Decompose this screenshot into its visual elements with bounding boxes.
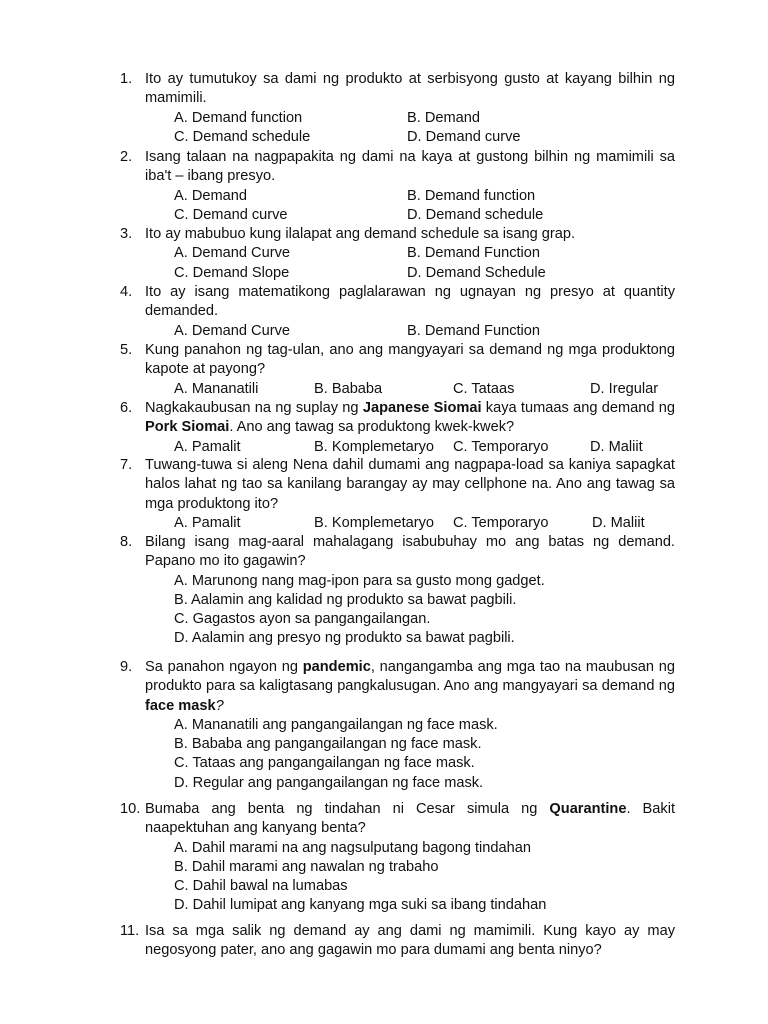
question-number: 4. — [120, 284, 133, 300]
question-number: 5. — [120, 342, 133, 358]
question-text: Bumaba ang benta ng tindahan ni Cesar simula ng Quarantine. Bakit naapektuhan ang kanyang benta? — [145, 801, 675, 837]
choices — [174, 839, 675, 916]
emphasis-pandemic: pandemic — [302, 659, 371, 675]
question-text: Nagkakaubusan na ng suplay ng Japanese Siomai kaya tumaas ang demand ng Pork Siomai. Ano ang tawag sa produktong kwek-kwek? — [145, 400, 675, 436]
choice-c[interactable]: C. Demand schedule — [174, 128, 311, 145]
question-number: 3. — [120, 226, 133, 242]
question-text: Kung panahon ng tag-ulan, ano ang mangyayari sa demand ng mga produktong kapote at payong? — [145, 342, 675, 378]
choices — [174, 109, 675, 148]
question-4 — [120, 283, 675, 341]
choice-b[interactable]: B. Aalamin ang kalidad ng produkto sa bawat pagbili. — [174, 591, 517, 608]
choice-c[interactable]: C. Demand Slope — [174, 264, 290, 281]
choices — [174, 514, 675, 533]
choice-a[interactable]: A. Demand function — [174, 109, 303, 126]
question-number: 7. — [120, 457, 133, 473]
choice-b[interactable]: B. Dahil marami ang nawalan ng trabaho — [174, 858, 439, 875]
choice-d[interactable]: D. Dahil lumipat ang kanyang mga suki sa ibang tindahan — [174, 897, 547, 914]
choice-b[interactable]: B. Demand Function — [407, 245, 541, 262]
choices — [174, 244, 675, 283]
question-number: 1. — [120, 71, 133, 87]
question-5 — [120, 341, 675, 399]
question-text: Isa sa mga salik ng demand ay ang dami ng mamimili. Kung kayo ay may negosyong pater, ano ang gagawin mo para dumami ang benta ninyo? — [145, 923, 675, 959]
question-9 — [120, 658, 675, 793]
choice-c[interactable]: C. Tataas ang pangangailangan ng face mask. — [174, 755, 475, 772]
choices — [174, 380, 675, 399]
emphasis-pork-siomai: Pork Siomai — [145, 419, 230, 436]
choice-d[interactable]: D. Demand curve — [407, 128, 521, 145]
choice-a[interactable]: A. Marunong nang mag-ipon para sa gusto mong gadget. — [174, 572, 545, 589]
choice-b[interactable]: B. Demand function — [407, 187, 536, 204]
question-1 — [120, 70, 675, 147]
choice-d[interactable]: D. Maliit — [592, 514, 645, 531]
choice-d[interactable]: D. Aalamin ang presyo ng produkto sa bawat pagbili. — [174, 630, 515, 647]
choice-b[interactable]: B. Bababa — [314, 380, 383, 397]
question-text: Ito ay tumutukoy sa dami ng produkto at serbisyong gusto at kayang bilhin ng mamimili. — [145, 71, 675, 107]
choice-d[interactable]: D. Regular ang pangangailangan ng face mask. — [174, 774, 484, 791]
question-6 — [120, 399, 675, 457]
choice-c[interactable]: C. Dahil bawal na lumabas — [174, 878, 348, 895]
choice-a[interactable]: A. Demand Curve — [174, 322, 290, 339]
choice-d[interactable]: D. Demand schedule — [407, 206, 544, 223]
choices — [174, 572, 675, 649]
choice-b[interactable]: B. Bababa ang pangangailangan ng face mask. — [174, 736, 482, 753]
choice-a[interactable]: A. Demand Curve — [174, 245, 290, 262]
choice-b[interactable]: B. Demand Function — [407, 322, 541, 339]
choice-a[interactable]: A. Demand — [174, 187, 248, 204]
emphasis-face-mask: face mask — [145, 697, 216, 714]
choice-c[interactable]: C. Demand curve — [174, 206, 288, 223]
choice-b[interactable]: B. Komplemetaryo — [314, 438, 435, 455]
question-text: Isang talaan na nagpapakita ng dami na kaya at gustong bilhin ng mamimili sa iba't – ibang presyo. — [145, 149, 675, 185]
question-number: 11. — [120, 923, 140, 939]
choices — [174, 716, 675, 793]
choice-a[interactable]: A. Pamalit — [174, 514, 241, 531]
choices — [174, 322, 675, 341]
question-number: 8. — [120, 534, 133, 550]
choice-d[interactable]: D. Demand Schedule — [407, 264, 546, 281]
choice-a[interactable]: A. Dahil marami na ang nagsulputang bagong tindahan — [174, 839, 531, 856]
question-text: Bilang isang mag-aaral mahalagang isabubuhay mo ang batas ng demand. Papano mo ito gagawin? — [145, 534, 675, 570]
choice-b[interactable]: B. Demand — [407, 109, 481, 126]
question-number: 10. — [120, 801, 141, 817]
choices — [174, 187, 675, 226]
question-text: Tuwang-tuwa si aleng Nena dahil dumami ang nagpapa-load sa kaniya sapagkat halos lahat ng tao sa kanilang barangay ay may cellphone na. Ano ang tawag sa mga produktong ito? — [145, 457, 675, 512]
choice-c[interactable]: C. Gagastos ayon sa pangangailangan. — [174, 611, 431, 628]
question-2 — [120, 148, 675, 225]
question-number: 9. — [120, 659, 133, 675]
choices — [174, 438, 675, 457]
question-7 — [120, 456, 675, 533]
choice-d[interactable]: D. Iregular — [590, 380, 659, 397]
question-number: 2. — [120, 149, 133, 165]
choice-a[interactable]: A. Pamalit — [174, 438, 241, 455]
choice-a[interactable]: A. Mananatili — [174, 380, 259, 397]
question-text: Sa panahon ngayon ng pandemic, nangangamba ang mga tao na maubusan ng produkto para sa kaligtasang pangkalusugan. Ano ang mangyayari sa demand ng face mask? — [145, 659, 675, 714]
emphasis-quarantine: Quarantine — [549, 801, 627, 817]
question-10 — [120, 800, 675, 916]
choice-d[interactable]: D. Maliit — [590, 438, 643, 455]
question-text: Ito ay mabubuo kung ilalapat ang demand schedule sa isang grap. — [145, 226, 576, 242]
choice-a[interactable]: A. Mananatili ang pangangailangan ng face mask. — [174, 716, 498, 733]
choice-c[interactable]: C. Tataas — [453, 380, 515, 397]
emphasis-japanese-siomai: Japanese Siomai — [362, 400, 482, 416]
choice-b[interactable]: B. Komplemetaryo — [314, 514, 435, 531]
question-number: 6. — [120, 400, 133, 416]
choice-c[interactable]: C. Temporaryo — [453, 514, 549, 531]
question-11 — [120, 922, 675, 961]
choice-c[interactable]: C. Temporaryo — [453, 438, 549, 455]
question-text: Ito ay isang matematikong paglalarawan ng ugnayan ng presyo at quantity demanded. — [145, 284, 675, 320]
question-8 — [120, 533, 675, 649]
question-3 — [120, 225, 675, 283]
